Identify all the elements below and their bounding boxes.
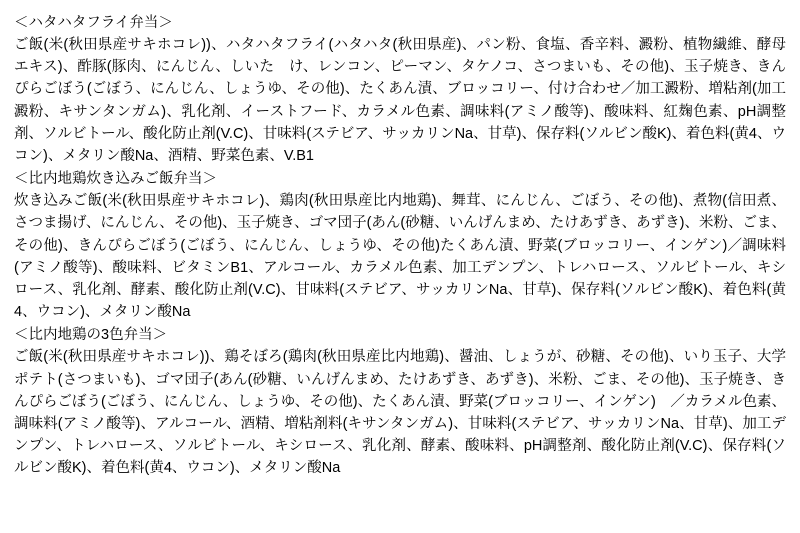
product-section-1 <box>14 12 786 167</box>
product-section-2 <box>14 168 786 323</box>
ingredients-text-1: ご飯(米(秋田県産サキホコレ))、ハタハタフライ(ハタハタ(秋田県産)、パン粉、食塩、香辛料、澱粉、植物繊維、酵母エキス)、酢豚(豚肉、にんじん、しいた け、レンコン、ピーマン、タケノコ、さつまいも、その他)、玉子焼き、きんぴらごぼう(ごぼう、にんじん、しょうゆ、その他)、たくあん漬、ブロッコリー、付け合わせ／加工澱粉、増粘剤(加工澱粉、キサンタンガム)、乳化剤、イーストフード、カラメル色素、調味料(アミノ酸等)、酸味料、紅麹色素、pH調整剤、ソルビトール、酸化防止剤(V.C)、甘味料(ステビア、サッカリンNa、甘草)、保存料(ソルビン酸K)、着色料(黄4、ウコン)、メタリン酸Na、酒精、野菜色素、V.B1 <box>14 37 786 165</box>
ingredients-text-3: ご飯(米(秋田県産サキホコレ))、鶏そぼろ(鶏肉(秋田県産比内地鶏)、醤油、しょうが、砂糖、その他)、いり玉子、大学ポテト(さつまいも)、ゴマ団子(あん(砂糖、いんげんまめ、たけあずき、あずき)、米粉、ごま、その他)、玉子焼き、きんぴらごぼう(ごぼう、にんじん、しょうゆ、その他)、たくあん漬、野菜(ブロッコリー、インゲン) ／カラメル色素、調味料(アミノ酸等)、アルコール、酒精、増粘剤料(キサンタンガム)、甘味料(ステビア、サッカリンNa、甘草)、加工デンプン、トレハロース、ソルビトール、キシロース、乳化剤、酵素、酸味料、pH調整剤、酸化防止剤(V.C)、保存料(ソルビン酸K)、着色料(黄4、ウコン)、メタリン酸Na <box>14 349 786 477</box>
product-title-3: ＜比内地鶏の3色弁当＞ <box>14 327 168 344</box>
product-title-1: ＜ハタハタフライ弁当＞ <box>14 15 173 31</box>
ingredients-text-2: 炊き込みご飯(米(秋田県産サキホコレ)、鶏肉(秋田県産比内地鶏)、舞茸、にんじん、ごぼう、その他)、煮物(信田煮、さつま揚げ、にんじん、その他)、玉子焼き、ゴマ団子(あん(砂糖、いんげんまめ、たけあずき、あずき)、米粉、ごま、その他)、きんぴらごぼう(ごぼう、にんじん、しょうゆ、その他)たくあん漬、野菜(ブロッコリー、インゲン)／調味料(アミノ酸等)、酸味料、ビタミンB1、アルコール、カラメル色素、加工デンプン、トレハロース、ソルビトール、キシロース、乳化剤、酵素、酸化防止剤(V.C)、甘味料(ステビア、サッカリンNa、甘草)、保存料(ソルビン酸K)、着色料(黄4、ウコン)、メタリン酸Na <box>14 193 786 321</box>
product-title-2: ＜比内地鶏炊き込みご飯弁当＞ <box>14 171 217 188</box>
product-section-3 <box>14 324 786 479</box>
